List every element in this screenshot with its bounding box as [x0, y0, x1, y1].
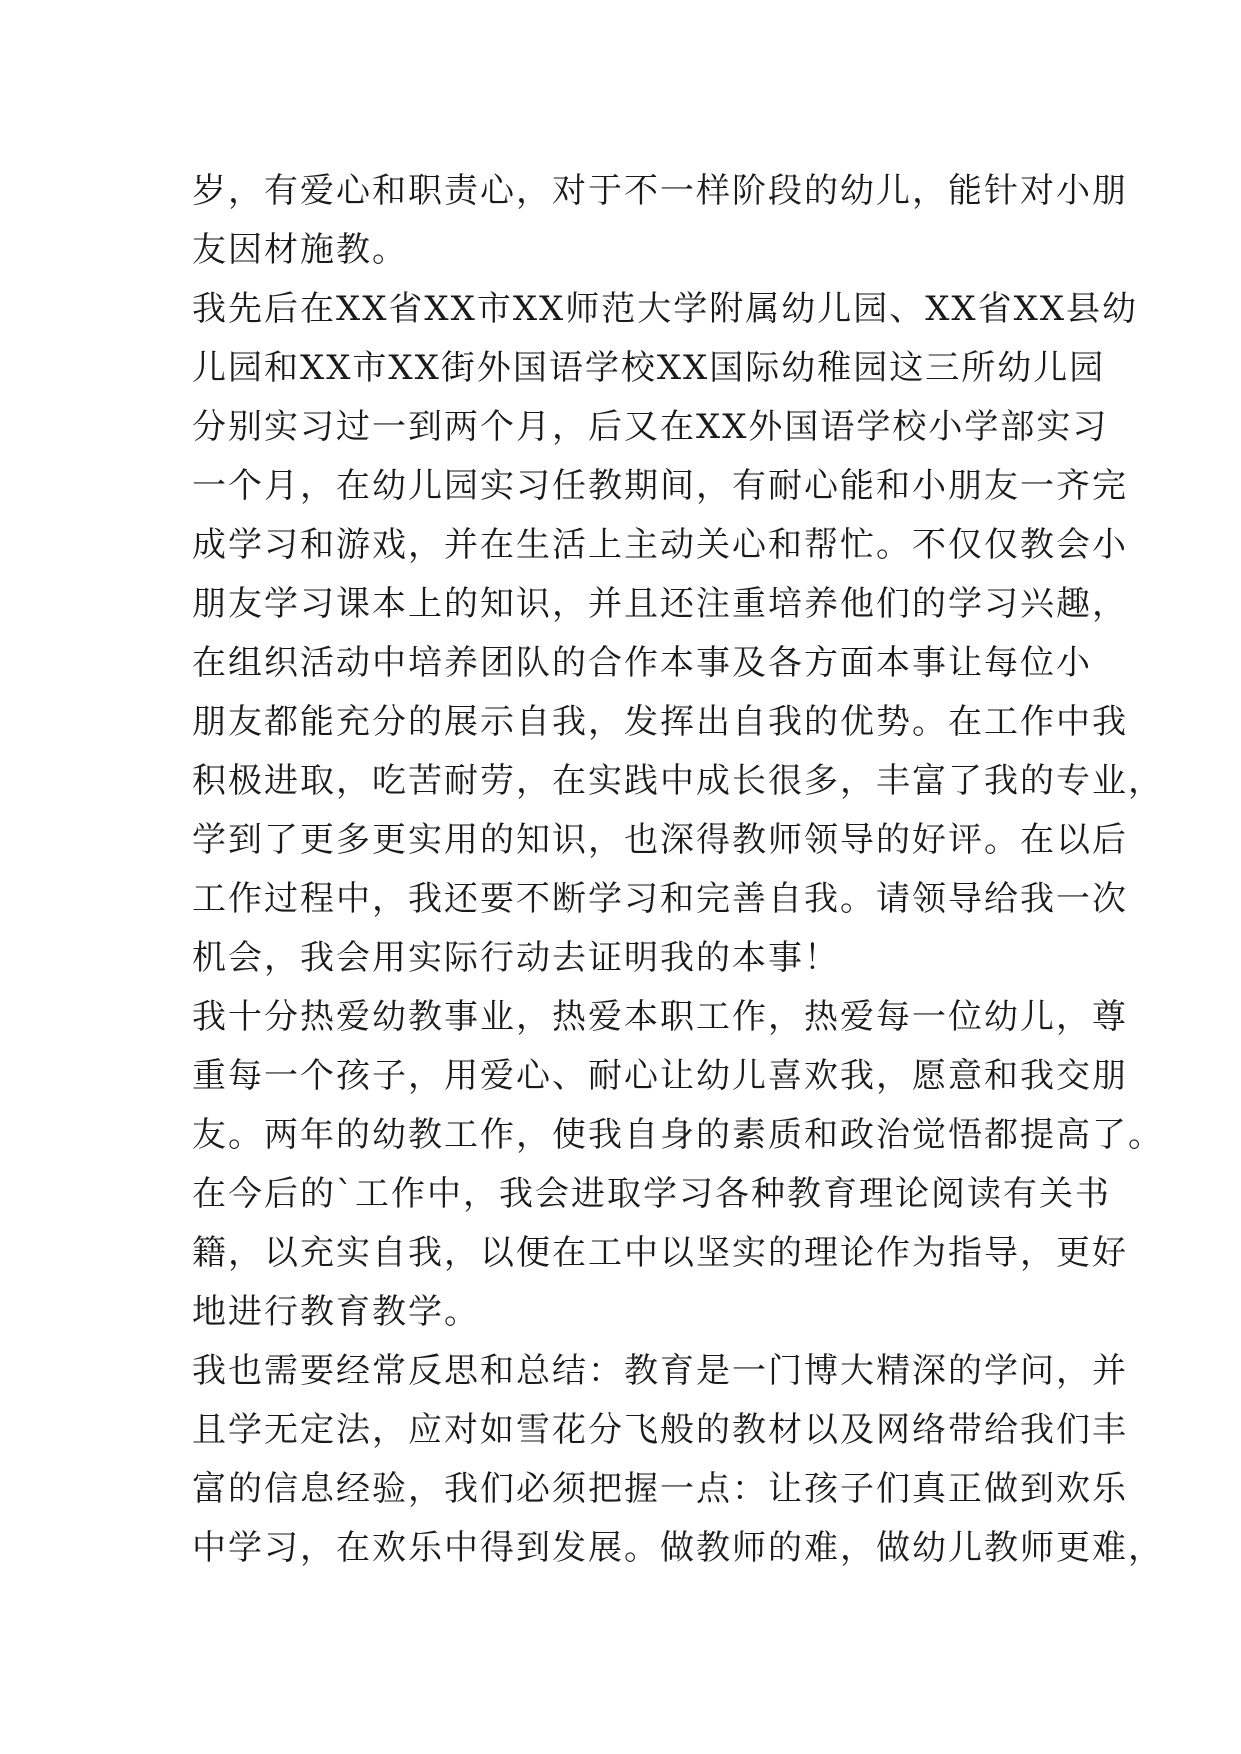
text-line: 朋友都能充分的展示自我，发挥出自我的优势。在工作中我: [192, 702, 1128, 742]
text-line: 分别实习过一到两个月，后又在XX外国语学校小学部实习: [192, 407, 1109, 447]
text-line: 且学无定法，应对如雪花分飞般的教材以及网络带给我们丰: [192, 1410, 1128, 1450]
text-line: 友。两年的幼教工作，使我自身的素质和政治觉悟都提高了。: [192, 1115, 1164, 1155]
text-line: 我先后在XX省XX市XX师范大学附属幼儿园、XX省XX县幼: [192, 289, 1139, 329]
text-line: 学到了更多更实用的知识，也深得教师领导的好评。在以后: [192, 820, 1128, 860]
text-line: 儿园和XX市XX街外国语学校XX国际幼稚园这三所幼儿园: [192, 348, 1106, 388]
text-line: 成学习和游戏，并在生活上主动关心和帮忙。不仅仅教会小: [192, 525, 1128, 565]
text-line: 中学习，在欢乐中得到发展。做教师的难，做幼儿教师更难，: [192, 1528, 1164, 1568]
text-line: 友因材施教。: [192, 230, 408, 270]
body-text: [192, 162, 1164, 1578]
text-line: 我十分热爱幼教事业，热爱本职工作，热爱每一位幼儿，尊: [192, 997, 1128, 1037]
text-line: 朋友学习课本上的知识，并且还注重培养他们的学习兴趣，: [192, 584, 1128, 624]
text-line: 籍，以充实自我，以便在工中以坚实的理论作为指导，更好: [192, 1233, 1128, 1273]
text-line: 岁，有爱心和职责心，对于不一样阶段的幼儿，能针对小朋: [192, 171, 1128, 211]
text-line: 机会，我会用实际行动去证明我的本事！: [192, 938, 840, 978]
text-line: 富的信息经验，我们必须把握一点：让孩子们真正做到欢乐: [192, 1469, 1128, 1509]
text-line: 在今后的`工作中，我会进取学习各种教育理论阅读有关书: [192, 1174, 1111, 1214]
text-line: 我也需要经常反思和总结：教育是一门博大精深的学问，并: [192, 1351, 1128, 1391]
text-line: 地进行教育教学。: [192, 1292, 480, 1332]
text-line: 重每一个孩子，用爱心、耐心让幼儿喜欢我，愿意和我交朋: [192, 1056, 1128, 1096]
text-line: 工作过程中，我还要不断学习和完善自我。请领导给我一次: [192, 879, 1128, 919]
text-line: 在组织活动中培养团队的合作本事及各方面本事让每位小: [192, 643, 1092, 683]
text-line: 积极进取，吃苦耐劳，在实践中成长很多，丰富了我的专业，: [192, 761, 1164, 801]
text-line: 一个月，在幼儿园实习任教期间，有耐心能和小朋友一齐完: [192, 466, 1128, 506]
